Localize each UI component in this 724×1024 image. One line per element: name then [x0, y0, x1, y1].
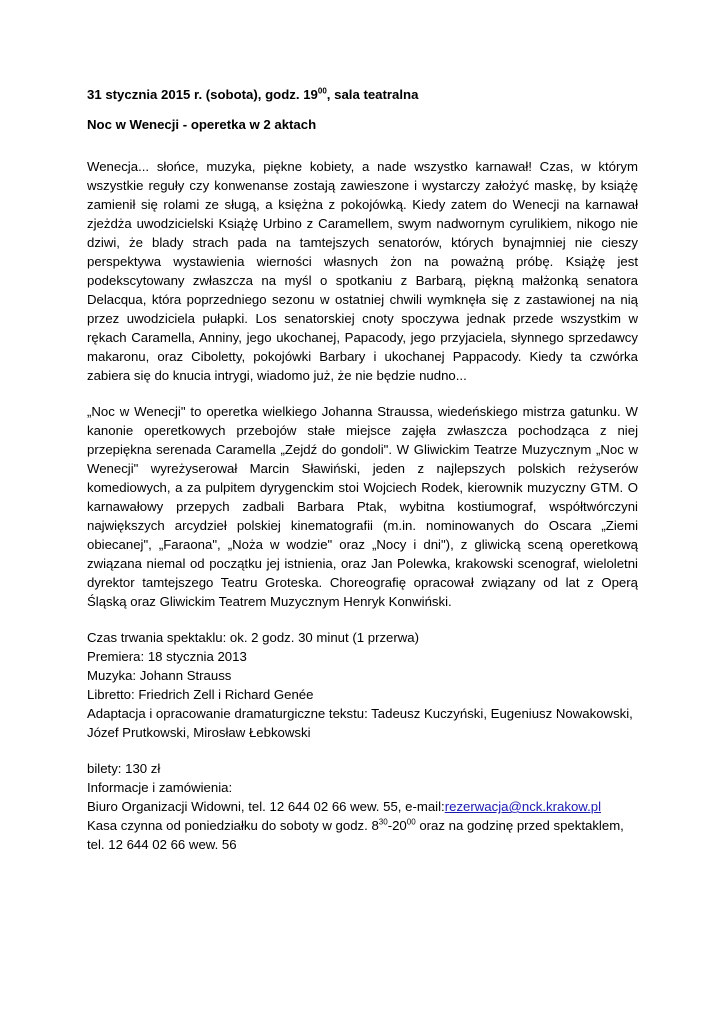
box-office-text: Kasa czynna od poniedziałku do soboty w godz. 8	[87, 818, 379, 833]
detail-libretto: Libretto: Friedrich Zell i Richard Genée	[87, 687, 314, 702]
event-date-heading	[87, 85, 638, 104]
event-title: Noc w Wenecji - operetka w 2 aktach	[87, 117, 317, 132]
detail-adaptation-cont: Józef Prutkowski, Mirosław Łebkowski	[87, 725, 311, 740]
office-contact	[87, 797, 638, 816]
box-office-hours	[87, 816, 638, 835]
box-close-hour: -20	[387, 818, 407, 833]
email-link[interactable]: rezerwacja@nck.krakow.pl	[444, 799, 602, 814]
box-open-minutes: 30	[378, 817, 388, 827]
info-label: Informacje i zamówienia:	[87, 780, 233, 795]
event-date-text: 31 stycznia 2015 r. (sobota), godz. 19	[87, 87, 318, 102]
box-office-phone: tel. 12 644 02 66 wew. 56	[87, 837, 237, 852]
ticket-info	[87, 759, 638, 854]
box-office-suffix: oraz na godzinę przed spektaklem,	[415, 818, 624, 833]
ticket-price: bilety: 130 zł	[87, 761, 161, 776]
detail-adaptation: Adaptacja i opracowanie dramaturgiczne tekstu: Tadeusz Kuczyński, Eugeniusz Nowakowski,	[87, 706, 633, 721]
office-contact-text: Biuro Organizacji Widowni, tel. 12 644 02 66 wew. 55, e-mail:	[87, 799, 445, 814]
production-details	[87, 628, 638, 742]
detail-duration: Czas trwania spektaklu: ok. 2 godz. 30 minut (1 przerwa)	[87, 630, 420, 645]
document-page	[87, 85, 638, 871]
synopsis-paragraph: Wenecja... słońce, muzyka, piękne kobiety, a nade wszystko karnawał! Czas, w którym wszystkie reguły czy konwenanse zostają zawieszone i wystarczy założyć maskę, by książę zamienił się rolami ze sługą, a księżna z pokojówką. Kiedy zatem do Wenecji na karnawał zjeżdża uwodzicielski Książę Urbino z Caramellem, swym nadwornym cyrulikiem, nikogo nie dziwi, że blady strach pada na tamtejszych senatorów, których bynajmniej nie cieszy perspektywa wystawienia wierności własnych żon na poważną próbę. Książę jest podekscytowany zwłaszcza na myśl o spotkaniu z Barbarą, piękną małżonką senatora Delacqua, która poprzedniego sezonu w ostatniej chwili wymknęła się z zastawionej na nią przez uwodziciela pułapki. Los senatorskiej cnoty spoczywa jednak przede wszystkim w rękach Caramella, Anniny, jego ukochanej, Papacody, jego przyjaciela, słynnego sprzedawcy makaronu, oraz Ciboletty, pokojówki Barbary i ukochanej Pappacody. Kiedy ta czwórka zabiera się do knucia intrygi, wiadomo już, że nie będzie nudno...	[87, 159, 638, 383]
detail-music: Muzyka: Johann Strauss	[87, 668, 232, 683]
event-venue: , sala teatralna	[326, 87, 419, 102]
detail-premiere: Premiera: 18 stycznia 2013	[87, 649, 247, 664]
production-paragraph: „Noc w Wenecji" to operetka wielkiego Johanna Straussa, wiedeńskiego mistrza gatunku. W kanonie operetkowych przebojów stałe miejsce zajęła zwłaszcza pochodząca z niej przepiękna serenada Caramella „Zejdź do gondoli". W Gliwickim Teatrze Muzycznym „Noc w Wenecji" wyreżyserował Marcin Sławiński, jeden z najlepszych polskich reżyserów komediowych, a za pulpitem dyrygenckim stoi Wojciech Rodek, kierownik muzyczny GTM. O karnawałowy przepych zadbali Barbara Ptak, wybitna kostiumograf, współtwórczyni największych arcydzieł polskiej kinematografii (m.in. nominowanych do Oscara „Ziemi obiecanej", „Faraona", „Noża w wodzie" oraz „Nocy i dni"), z gliwicką sceną operetkową związana niemal od początku jej istnienia, oraz Jan Polewka, krakowski scenograf, wieloletni dyrektor tamtejszego Teatru Groteska. Choreografię opracował związany od lat z Operą Śląską oraz Gliwickim Teatrem Muzycznym Henryk Konwiński.	[87, 404, 638, 609]
event-time-minutes: 00	[317, 86, 327, 96]
box-close-minutes: 00	[406, 817, 416, 827]
